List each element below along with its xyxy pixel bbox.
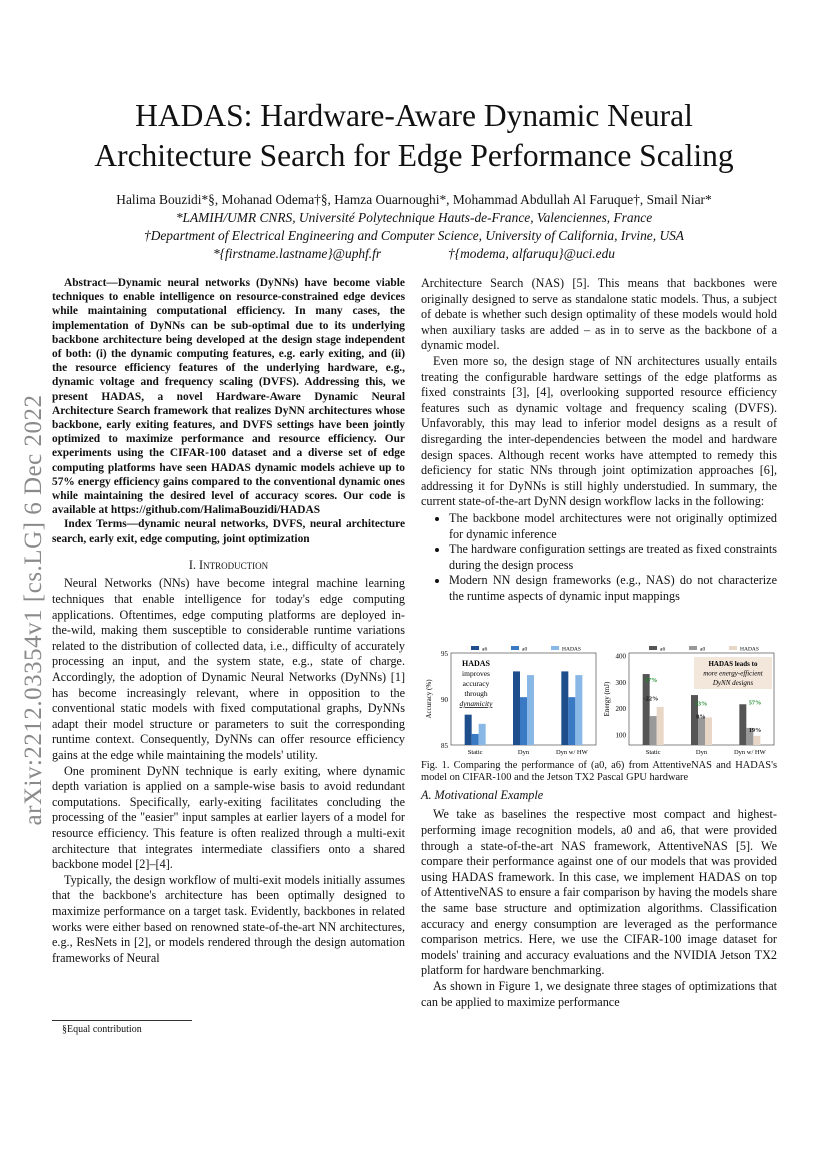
legend-swatch [551, 646, 559, 650]
bar [657, 707, 664, 745]
intro-paragraph-2: One prominent DyNN technique is early exiting, where dynamic depth variation is applied on a sample-wise basis to avoid redundant computations. Specifically, early-exiting facilitates concluding the processing of the "easier" input samples at earlier layers of a model for resource efficiency. This feature is often realized through a multi-exit architecture that integrates intermediate classifiers onto a shared backbone model [2]–[4]. [52, 763, 405, 872]
legend-label: a6 [482, 646, 488, 653]
motivation-paragraph-1: We take as baselines the respective most compact and highest-performing image recognition models, a0 and a6, that were provided through a state-of-the-art NAS framework, AttentiveNAS [5]. We compare their performance against one of our models that was provided using HADAS framework. In this case, we implement HADAS on top of AttentiveNAS to ensure a fair comparison by having the models share the same base structure and optimization algorithms. Classification accuracy and energy consumption are leveraged as the performance comparison metrics. Here, we use the CIFAR-100 image dataset for models' training and accuracy evaluations and the NVIDIA Jetson TX2 platform for hardware benchmarking. [421, 807, 777, 978]
x-tick-label: Dyn w/ HW [733, 749, 766, 756]
author-names: Halima Bouzidi*§, Mohanad Odema†§, Hamza Ouarnoughi*, Mohammad Abdullah Al Faruque†, Smail Niar* [116, 192, 712, 207]
index-terms: Index Terms—dynamic neural networks, DVFS, neural architecture search, early exit, edge computing, joint optimization [52, 518, 405, 545]
y-tick-label: 90 [441, 696, 448, 704]
bar [561, 671, 568, 745]
legend-label: a6 [660, 646, 666, 653]
legend-swatch [729, 646, 737, 650]
percent-label: 57% [748, 699, 762, 707]
right-paragraph-1: Architecture Search (NAS) [5]. This means that backbones were originally designed to serve as standalone static models. Thus, a subject of debate is whether such design optimality of these models would hold when auxiliary tasks are added – as in to serve as the backbone of a dynamic model. [421, 276, 777, 353]
figure-1-charts [421, 645, 777, 760]
bar [479, 724, 486, 745]
x-tick-label: Dyn [695, 749, 708, 756]
right-paragraph-2: Even more so, the design stage of NN architectures usually entails treating the configurable hardware settings of the edge platforms as fixed constraints [3], [4], overlooking supported resource efficiency features such as dynamic voltage and frequency scaling (DVFS). Unfavorably, this may lead to inferior model designs as a result of disregarding the inter-dependencies between the model and hardware design spaces. Although recent works have attempted to remedy this deficiency for static NNs through joint optimization approaches [6], addressing it for DyNNs is still highly understudied. In summary, the current state-of-the-art DyNN design workflow lacks in the following: [421, 353, 777, 509]
x-tick-label: Static [645, 749, 661, 756]
bar [472, 734, 479, 745]
percent-label: 19% [748, 726, 762, 734]
title-line-1: HADAS: Hardware-Aware Dynamic Neural [135, 98, 693, 133]
bar [527, 675, 534, 745]
bar [465, 715, 472, 745]
percent-label: 0% [696, 713, 706, 721]
abstract: Abstract—Dynamic neural networks (DyNNs) have become viable techniques to enable intelligence on resource-constrained edge devices while maintaining computational efficiency. In many cases, the implementation of DyNNs can be sub-optimal due to its underlying backbone architecture being developed at the design stage independent of both: (i) the dynamic computing features, e.g. early exiting, and (ii) the resource efficiency features of the underlying hardware, e.g., dynamic voltage and frequency scaling (DVFS). Addressing this, we present HADAS, a novel Hardware-Aware Dynamic Neural Architecture Search framework that realizes DyNN architectures whose backbone, early exiting features, and DVFS settings have been jointly optimized to maximize performance and resource efficiency. Our experiments using the CIFAR-100 dataset and a diverse set of edge computing platforms have seen HADAS dynamic models achieve up to 57% energy efficiency gains compared to the conventional dynamic ones while maintaining the desired level of accuracy scores. Our code is available at https://github.com/HalimaBouzidi/HADAS [52, 277, 405, 517]
footnote-rule [52, 1020, 192, 1021]
section-heading-introduction: I. Introduction [188, 557, 269, 572]
list-item: • The backbone model architectures were not originally optimized for dynamic inference [449, 511, 777, 542]
left-column [52, 276, 405, 966]
figure-1-caption [421, 760, 777, 1010]
footnote: §Equal contribution [62, 1024, 142, 1035]
x-tick-label: Dyn w/ HW [555, 749, 588, 756]
y-axis-label: Accuracy (%) [425, 679, 433, 719]
intro-paragraph-1: Neural Networks (NNs) have become integral machine learning techniques that enable intelligence for today's edge computing applications. Oftentimes, edge computing platforms are deployed in-the-wild, making them susceptible to considerable runtime variations related to the distribution of collected data, i.e., difficulty of accurately processing an input, and the system state, e.g., state of charge. Accordingly, the adoption of Dynamic Neural Networks (DyNNs) [1] has become increasingly relevant, where in opposition to the conventional static models with fixed computational graphs, DyNNs adapt their model structure or parameters to suit the corresponding runtime context. Consequently, DyNNs can offer resource efficiency gains at the edge while maintaining the models' utility. [52, 576, 405, 762]
annotation-text: HADAS [461, 659, 491, 668]
bar [705, 717, 712, 745]
percent-label: 37% [644, 676, 658, 684]
bar [575, 675, 582, 745]
legend-swatch [689, 646, 697, 650]
author-block [60, 191, 768, 263]
right-column [421, 276, 777, 604]
paper-title [60, 96, 768, 176]
legend-swatch [649, 646, 657, 650]
bar [739, 704, 746, 745]
author-emails: *{firstname.lastname}@uphf.fr †{modema, alfaruqu}@uci.edu [212, 246, 615, 261]
legend-label: HADAS [562, 646, 581, 653]
bar [650, 716, 657, 745]
deficiency-list [421, 511, 777, 605]
x-tick-label: Dyn [517, 749, 530, 756]
bar [520, 697, 527, 745]
affiliation-2: †Department of Electrical Engineering and Computer Science, University of California, Irvine, USA [144, 228, 684, 243]
annotation-text: through [464, 689, 488, 698]
list-item: • Modern NN design frameworks (e.g., NAS) do not characterize the runtime aspects of dynamic input mappings [449, 573, 777, 604]
arxiv-id: arXiv:2212.03354v1 [cs.LG] 6 Dec 2022 [20, 394, 47, 826]
affiliation-1: *LAMIH/UMR CNRS, Université Polytechnique Hauts-de-France, Valenciennes, France [175, 210, 653, 225]
subsection-heading-motivational-example: A. Motivational Example [421, 787, 544, 802]
y-tick-label: 85 [441, 742, 448, 750]
y-tick-label: 300 [615, 678, 626, 687]
y-tick-label: 400 [615, 652, 626, 661]
bar [568, 697, 575, 745]
annotation-text: improves [462, 669, 490, 678]
arxiv-sidebar-stamp [14, 370, 54, 850]
legend-swatch [511, 646, 519, 650]
y-tick-label: 95 [441, 650, 448, 658]
figure-1 [421, 645, 777, 760]
title-line-2: Architecture Search for Edge Performance Scaling [94, 138, 734, 173]
percent-label: -22% [643, 695, 659, 703]
legend-label: HADAS [740, 646, 759, 653]
annotation-text: accuracy [462, 679, 490, 688]
annotation-text: HADAS leads to [708, 660, 758, 668]
y-tick-label: 100 [615, 731, 626, 740]
y-axis-label: Energy (mJ) [603, 681, 611, 717]
annotation-text: dynamicity [459, 699, 493, 708]
legend-label: a0 [700, 646, 706, 653]
intro-paragraph-3: Typically, the design workflow of multi-exit models initially assumes that the backbone's architecture has been optimally designed to maximize performance on a target task. Evidently, backbones in related works were either based on renowned state-of-the-art NN architectures, e.g., ResNets in [2], or models rendered through the design automation frameworks of Neural [52, 872, 405, 965]
annotation-text: more energy-efficient [703, 669, 763, 678]
bar [513, 671, 520, 745]
bar [643, 674, 650, 745]
percent-label: 53% [694, 700, 708, 708]
bar [698, 717, 705, 745]
list-item: • The hardware configuration settings are treated as fixed constraints during the design process [449, 542, 777, 573]
annotation-text: DyNN designs [712, 679, 754, 687]
y-tick-label: 200 [615, 705, 626, 714]
legend-swatch [471, 646, 479, 650]
legend-label: a0 [522, 646, 528, 653]
motivation-paragraph-2: As shown in Figure 1, we designate three stages of optimizations that can be applied to maximize performance [421, 978, 777, 1009]
caption-text: Fig. 1. Comparing the performance of (a0, a6) from AttentiveNAS and HADAS's model on CIFAR-100 and the Jetson TX2 Pascal GPU hardware [421, 760, 777, 784]
bar [753, 736, 760, 745]
x-tick-label: Static [467, 749, 483, 756]
